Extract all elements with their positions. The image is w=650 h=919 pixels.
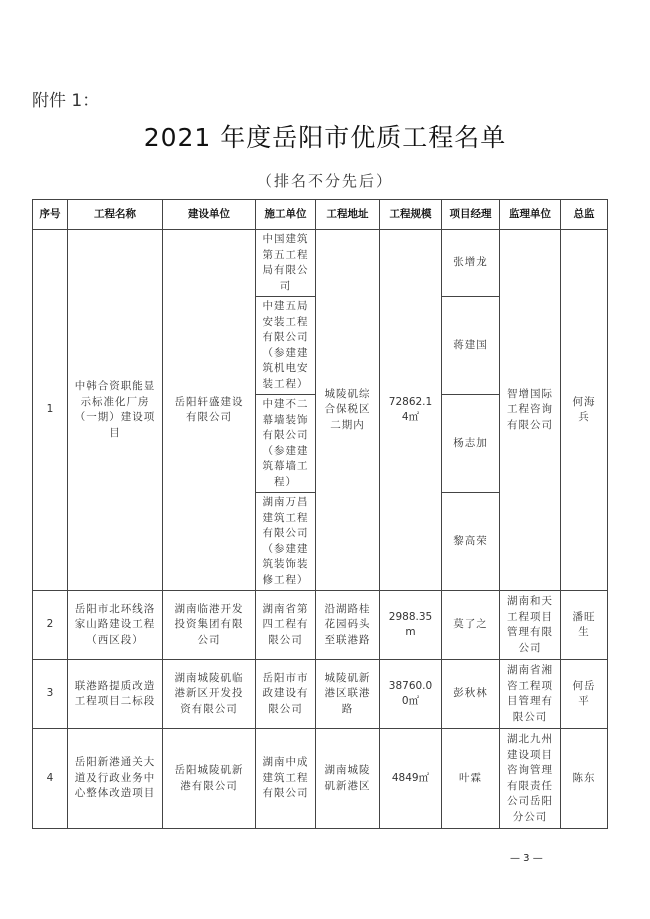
project-name: 岳阳市北环线洛家山路建设工程（西区段） [68,591,163,660]
supervisor: 湖南省湘咨工程项目管理有限公司 [500,660,561,729]
supervisor: 湖南和天工程项目管理有限公司 [500,591,561,660]
scale: 38760.00㎡ [380,660,442,729]
chief: 潘旺生 [561,591,608,660]
scale: 4849㎡ [380,729,442,829]
manager: 彭秋林 [442,660,500,729]
header-supervisor: 监理单位 [500,200,561,230]
project-table [32,199,608,829]
header-no: 序号 [33,200,68,230]
chief: 何岳平 [561,660,608,729]
scale: 72862.14㎡ [380,230,442,591]
attachment-label: 附件 1： [32,91,100,111]
header-address: 工程地址 [316,200,380,230]
contractor: 中建不二幕墙装饰有限公司（参建建筑幕墙工程） [256,395,316,493]
header-owner: 建设单位 [163,200,256,230]
address: 城陵矶新港区联港路 [316,660,380,729]
manager: 黎高荣 [442,493,500,591]
header-contractor: 施工单位 [256,200,316,230]
table-row [33,230,608,297]
chief: 何海兵 [561,230,608,591]
page-subtitle: （排名不分先后） [256,172,393,190]
contractor: 岳阳市市政建设有限公司 [256,660,316,729]
address: 沿湖路桂花园码头至联港路 [316,591,380,660]
supervisor: 湖北九州建设项目咨询管理有限责任公司岳阳分公司 [500,729,561,829]
page-title: 2021 年度岳阳市优质工程名单 [143,123,507,152]
manager: 杨志加 [442,395,500,493]
table-row [33,729,608,829]
row-no: 4 [33,729,68,829]
address: 湖南城陵矶新港区 [316,729,380,829]
manager: 叶霖 [442,729,500,829]
row-no: 1 [33,230,68,591]
table-header-row [33,200,608,230]
header-manager: 项目经理 [442,200,500,230]
header-chief: 总监 [561,200,608,230]
contractor: 中国建筑第五工程局有限公司 [256,230,316,297]
project-name: 联港路提质改造工程项目二标段 [68,660,163,729]
chief: 陈东 [561,729,608,829]
page-number: — 3 — [510,853,543,864]
table-row [33,591,608,660]
address: 城陵矶综合保税区二期内 [316,230,380,591]
scale: 2988.35m [380,591,442,660]
contractor: 中建五局安装工程有限公司（参建建筑机电安装工程） [256,297,316,395]
project-name: 岳阳新港通关大道及行政业务中心整体改造项目 [68,729,163,829]
row-no: 2 [33,591,68,660]
supervisor: 智增国际工程咨询有限公司 [500,230,561,591]
owner: 岳阳轩盛建设有限公司 [163,230,256,591]
project-name: 中韩合资职能显示标准化厂房（一期）建设项目 [68,230,163,591]
contractor: 湖南万昌建筑工程有限公司（参建建筑装饰装修工程） [256,493,316,591]
row-no: 3 [33,660,68,729]
contractor: 湖南省第四工程有限公司 [256,591,316,660]
owner: 湖南临港开发投资集团有限公司 [163,591,256,660]
contractor: 湖南中成建筑工程有限公司 [256,729,316,829]
manager: 莫了之 [442,591,500,660]
owner: 湖南城陵矶临港新区开发投资有限公司 [163,660,256,729]
header-project-name: 工程名称 [68,200,163,230]
header-scale: 工程规模 [380,200,442,230]
table-row [33,660,608,729]
manager: 张增龙 [442,230,500,297]
manager: 蒋建国 [442,297,500,395]
owner: 岳阳城陵矶新港有限公司 [163,729,256,829]
